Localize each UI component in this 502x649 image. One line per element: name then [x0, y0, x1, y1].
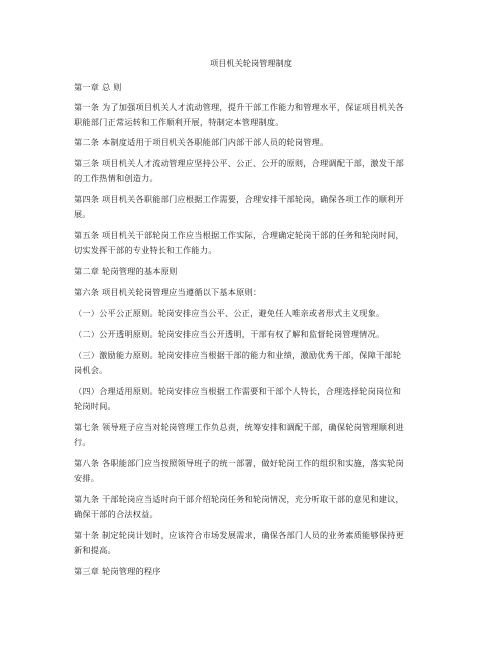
paragraph-line: 第六条 项目机关轮岗管理应当遵循以下基本原则：	[74, 287, 262, 297]
paragraph-line: 职能部门正常运转和工作顺利开展，特制定本管理制度。	[74, 117, 284, 127]
chapter-heading	[74, 80, 434, 95]
clause-paragraph	[74, 348, 434, 378]
clause-paragraph	[74, 306, 434, 321]
paragraph-line: 第四条 项目机关各职能部门应根据工作需要，合理安排干部轮岗，确保各项工作的顺利开	[74, 194, 404, 204]
paragraph-line: （二）公开透明原则。轮岗安排应当公开透明，干部有权了解和监督轮岗管理情况。	[74, 329, 385, 339]
article-paragraph	[74, 192, 434, 222]
chapter-heading	[74, 264, 434, 279]
paragraph-line: 第一章 总 则	[74, 82, 122, 92]
clause-paragraph	[74, 327, 434, 342]
article-paragraph	[74, 156, 434, 186]
paragraph-line: 第一条 为了加强项目机关人才流动管理，提升干部工作能力和管理水平，保证项目机关各	[74, 102, 404, 112]
article-paragraph	[74, 228, 434, 258]
article-paragraph	[74, 100, 434, 130]
paragraph-line: 第九条 干部轮岗应当适时向干部介绍轮岗任务和轮岗情况，充分听取干部的意见和建议，	[74, 494, 404, 504]
article-paragraph	[74, 135, 434, 150]
paragraph-line: （四）合理适用原则。轮岗安排应当根据工作需要和干部个人特长，合理选择轮岗岗位和	[74, 386, 402, 396]
paragraph-line: 第三条 项目机关人才流动管理应坚持公平、公正、公开的原则，合理调配干部，激发干部	[74, 158, 404, 168]
paragraph-line: 确保干部的合法权益。	[74, 509, 158, 519]
article-paragraph	[74, 528, 434, 558]
paragraph-line: 新和提高。	[74, 545, 116, 555]
paragraph-line: 安排。	[74, 473, 100, 483]
paragraph-line: 第三章 轮岗管理的程序	[74, 566, 161, 576]
paragraph-line: 第十条 制定轮岗计划时，应该符合市场发展需求，确保各部门人员的业务素质能够保持更	[74, 530, 404, 540]
paragraph-line: 第七条 领导班子应当对轮岗管理工作负总责，统筹安排和调配干部，确保轮岗管理顺利进	[74, 422, 404, 432]
paragraph-line: 岗机会。	[74, 365, 108, 375]
paragraph-line: 轮岗时间。	[74, 401, 116, 411]
paragraph-line: 第五条 项目机关干部轮岗工作应当根据工作实际，合理确定轮岗干部的任务和轮岗时间，	[74, 230, 404, 240]
paragraph-line: 的工作热情和创造力。	[74, 173, 158, 183]
paragraph-line: 第八条 各职能部门应当按照领导班子的统一部署，做好轮岗工作的组织和实施，落实轮岗	[74, 458, 404, 468]
chapter-heading	[74, 564, 434, 579]
paragraph-line: 切实发挥干部的专业特长和工作能力。	[74, 245, 217, 255]
paragraph-line: 展。	[74, 209, 91, 219]
paragraph-line: 第二章 轮岗管理的基本原则	[74, 266, 178, 276]
article-paragraph	[74, 492, 434, 522]
clause-paragraph	[74, 384, 434, 414]
document-title: 项目机关轮岗管理制度	[210, 58, 292, 68]
article-paragraph	[74, 456, 434, 486]
paragraph-line: 行。	[74, 437, 91, 447]
paragraph-line: （一）公平公正原则。轮岗安排应当公平、公正，避免任人唯亲或者形式主义现象。	[74, 308, 385, 318]
paragraph-line: 第二条 本制度适用于项目机关各职能部门内部干部人员的轮岗管理。	[74, 137, 329, 147]
paragraph-line: （三）激励能力原则。轮岗安排应当根据干部的能力和业绩，激励优秀干部，保障干部轮	[74, 350, 402, 360]
article-paragraph	[74, 420, 434, 450]
article-paragraph	[74, 285, 434, 300]
